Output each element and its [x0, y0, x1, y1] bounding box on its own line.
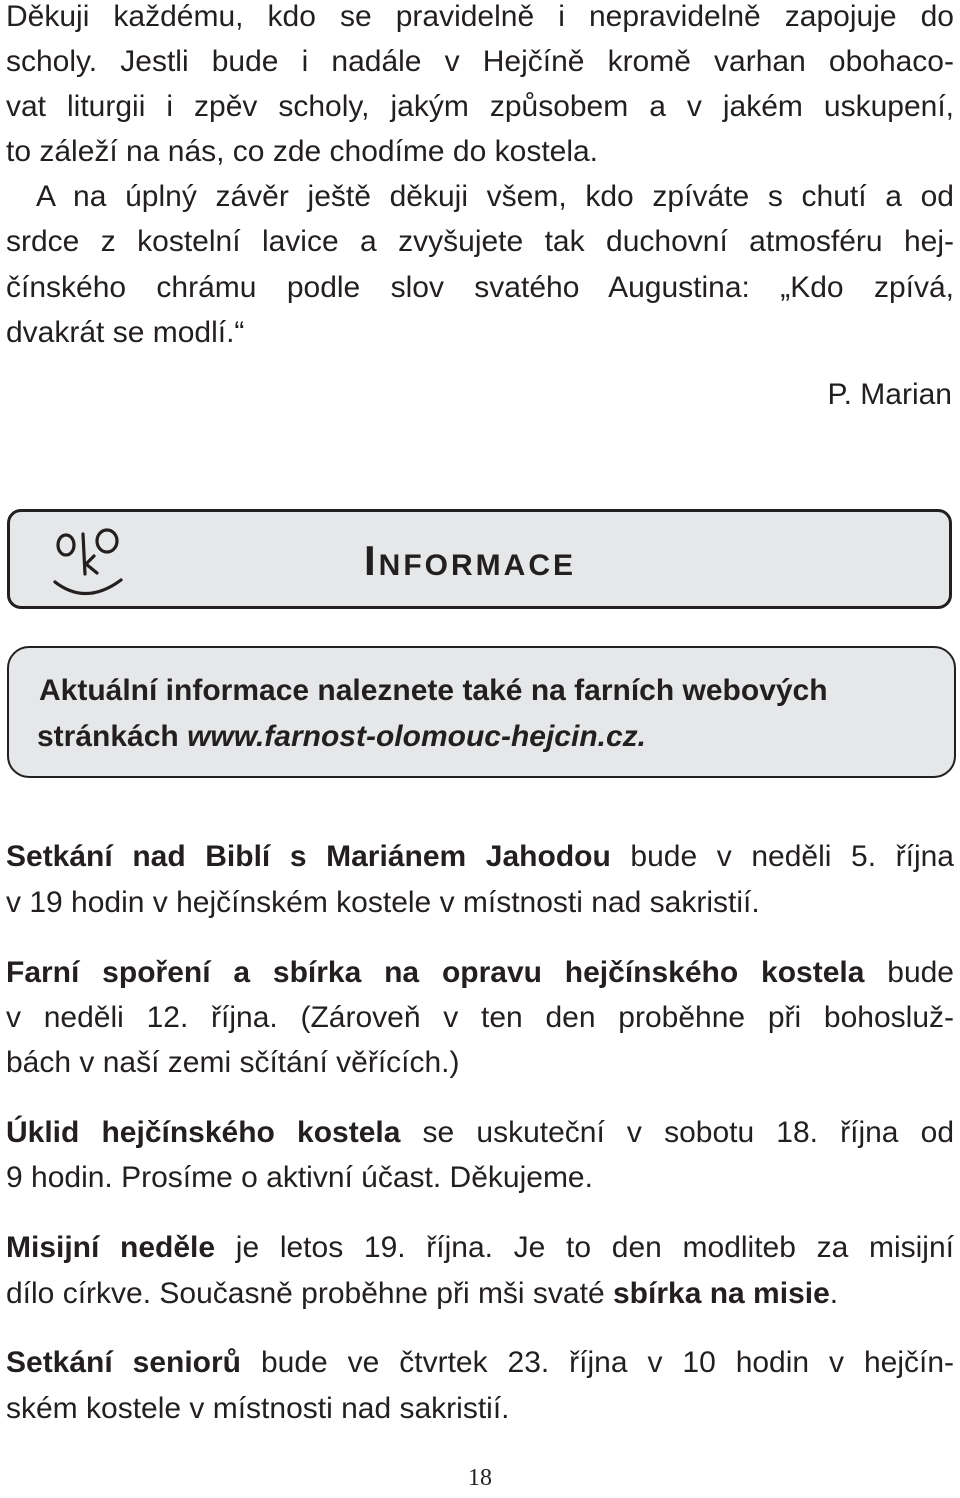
notice-savings-line-3: bách v naší zemi sčítání věřících.) — [6, 1046, 460, 1079]
page-number: 18 — [468, 1465, 492, 1491]
intro-line-3: vat liturgii i zpěv scholy, jakým způsobem a v jakém uskupení, — [6, 90, 954, 123]
notice-savings-line-1 — [6, 950, 954, 996]
notice-seniors-line-1 — [6, 1340, 954, 1386]
notice-cleaning-rest: se uskuteční v sobotu 18. října od — [400, 1116, 955, 1149]
intro-line-1: Děkuji každému, kdo se pravidelně i nepravidelně zapojuje do — [6, 0, 954, 33]
notice-cleaning-title: Úklid hejčínského kostela — [6, 1116, 401, 1149]
website-notice-prefix: stránkách — [37, 720, 188, 753]
info-header-box — [7, 509, 952, 609]
info-title — [364, 536, 576, 591]
intro-line-4: to záleží na nás, co zde chodíme do kostela. — [6, 135, 599, 168]
signature: P. Marian — [827, 378, 952, 411]
notice-mission-line-2-prefix: dílo církve. Současně proběhne při mši svaté — [6, 1277, 613, 1310]
closing-line-1: A na úplný závěr ještě děkuji všem, kdo zpíváte s chutí a od — [36, 180, 954, 213]
closing-line-3: čínského chrámu podle slov svatého Augustina: „Kdo zpívá, — [6, 271, 954, 304]
notice-seniors-rest: bude ve čtvrtek 23. října v 10 hodin v hejčín- — [241, 1346, 955, 1379]
info-title-initial: I — [364, 537, 379, 584]
notice-cleaning-line-1 — [6, 1110, 954, 1156]
intro-line-2: scholy. Jestli bude i nadále v Hejčíně kromě varhan obohaco- — [6, 45, 954, 78]
website-notice-line-2 — [37, 714, 646, 759]
notice-seniors-line-2: ském kostele v místnosti nad sakristií. — [6, 1392, 510, 1425]
notice-cleaning-line-2: 9 hodin. Prosíme o aktivní účast. Děkujeme. — [6, 1161, 593, 1194]
notice-mission-collection: sbírka na misie — [612, 1277, 830, 1310]
website-link[interactable]: www.farnost-olomouc-hejcin.cz. — [187, 720, 646, 753]
notice-mission-line-1 — [6, 1225, 954, 1271]
notice-savings-line-2: v neděli 12. října. (Zároveň v ten den proběhne při bohosluž- — [6, 1001, 954, 1034]
website-notice-box — [7, 646, 956, 778]
notice-savings-rest: bude — [864, 956, 954, 989]
notice-seniors-title: Setkání seniorů — [6, 1346, 242, 1379]
notice-savings-title: Farní spoření a sbírka na opravu hejčínského kostela — [6, 956, 865, 989]
closing-line-2: srdce z kostelní lavice a zvyšujete tak duchovní atmosféru hej- — [6, 225, 954, 258]
website-notice-line-1: Aktuální informace naleznete také na farních webových — [39, 674, 828, 707]
notice-bible-line-1 — [6, 834, 954, 880]
notice-bible-title: Setkání nad Biblí s Mariánem Jahodou — [6, 840, 611, 873]
closing-line-4: dvakrát se modlí.“ — [6, 316, 245, 349]
notice-mission-title: Misijní neděle — [6, 1231, 216, 1264]
ok-smiley-icon — [50, 526, 130, 604]
notice-mission-line-2 — [6, 1271, 838, 1317]
notice-bible-rest: bude v neděli 5. října — [610, 840, 954, 873]
notice-bible-line-2: v 19 hodin v hejčínském kostele v místnosti nad sakristií. — [6, 886, 760, 919]
notice-mission-line-2-suffix: . — [829, 1277, 839, 1310]
notice-mission-rest: je letos 19. října. Je to den modliteb za misijní — [215, 1231, 954, 1264]
info-title-rest: NFORMACE — [378, 549, 576, 582]
